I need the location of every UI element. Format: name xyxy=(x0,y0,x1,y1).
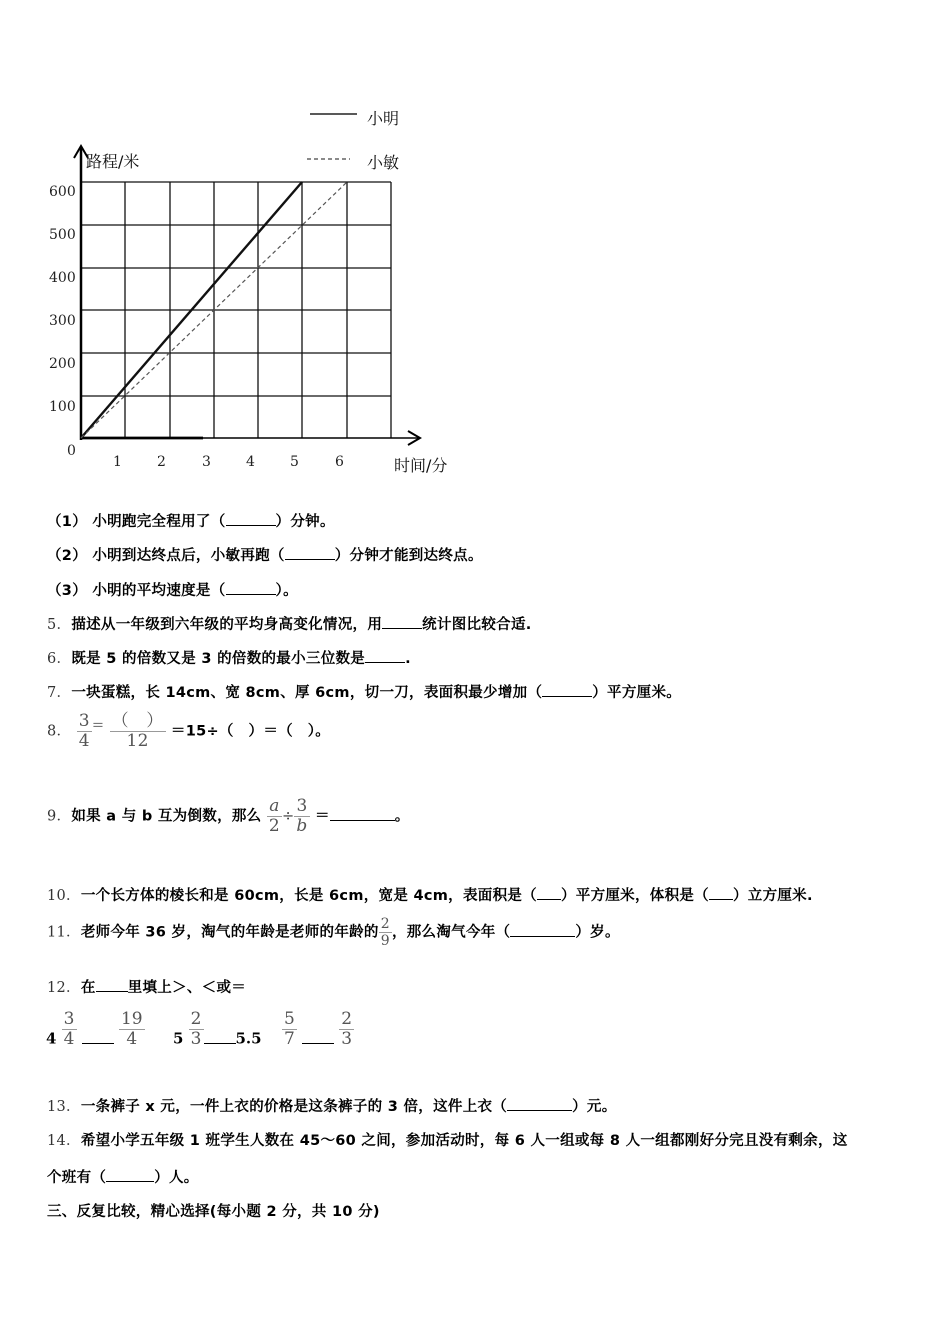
legend-label-xiaoming: 小明 xyxy=(367,109,400,128)
fraction: $\frac{3}{4}$ xyxy=(78,711,90,751)
question-7: 7．一块蛋糕，长 14cm、宽 8cm、厚 6cm，切一刀，表面积最少增加（ ）平方厘米。 xyxy=(47,685,682,701)
comparison-3 xyxy=(282,1010,354,1049)
answer-blank[interactable] xyxy=(507,1098,572,1111)
question-5: 5．描述从一年级到六年级的平均身高变化情况，用 统计图比较合适. xyxy=(47,617,532,633)
section-3-title: 三、反复比较，精心选择(每小题 2 分，共 10 分) xyxy=(47,1204,380,1220)
comparison-1: 4 $\frac{3}{4}$ $\frac{19}{4}$ xyxy=(46,1009,143,1049)
answer-blank[interactable] xyxy=(330,808,395,821)
question-6: 6．既是 5 的倍数又是 3 的倍数的最小三位数是 . xyxy=(47,651,411,667)
answer-blank[interactable] xyxy=(365,650,405,663)
question-13: 13．一条裤子 x 元，一件上衣的价格是这条裤子的 3 倍，这件上衣（ ）元。 xyxy=(47,1099,617,1115)
answer-blank[interactable] xyxy=(537,887,561,900)
fraction: $\frac{3}{4}$ xyxy=(63,1009,75,1049)
fraction: $\frac{2}{3}$ xyxy=(190,1009,202,1049)
question-12: 12．在 里填上＞、＜或＝ xyxy=(47,980,247,996)
legend-label-xiaomin: 小敏 xyxy=(367,153,400,172)
answer-blank[interactable] xyxy=(709,887,733,900)
answer-blank[interactable] xyxy=(510,924,575,937)
fraction: $\frac{a}{2}$ xyxy=(268,796,280,836)
fraction: $\frac{3}{b}$ xyxy=(296,796,308,836)
answer-blank[interactable] xyxy=(226,513,276,526)
y-tick: 100 xyxy=(49,399,76,415)
comparison-blank[interactable] xyxy=(82,1031,114,1044)
origin-label: 0 xyxy=(67,443,76,459)
x-tick: 2 xyxy=(157,454,166,470)
chart-grid xyxy=(0,0,500,500)
y-tick: 200 xyxy=(49,356,76,372)
y-tick: 400 xyxy=(49,270,76,286)
y-tick: 500 xyxy=(49,227,76,243)
question-4-1: （1） 小明跑完全程用了（ ）分钟。 xyxy=(47,514,335,530)
answer-blank xyxy=(96,979,128,992)
question-10: 10．一个长方体的棱长和是 60cm，长是 6cm，宽是 4cm，表面积是（ ）平方厘米，体积是（ ）立方厘米. xyxy=(47,888,813,904)
y-tick: 600 xyxy=(49,184,76,200)
x-tick: 4 xyxy=(246,454,255,470)
answer-blank[interactable] xyxy=(106,1169,154,1182)
y-tick: 300 xyxy=(49,313,76,329)
y-axis-label: 路程/米 xyxy=(86,152,140,171)
question-14: 14．希望小学五年级 1 班学生人数在 45～60 之间，参加活动时，每 6 人一组或每 8 人一组都刚好分完且没有剩余，这 xyxy=(47,1133,848,1149)
question-11: 11．老师今年 36 岁，淘气的年龄是老师的年龄的 $\frac{2}{9}$ ，那么淘气今年（ ）岁。 xyxy=(47,916,620,949)
question-8: 8． $\frac{3}{4}$ = $\frac{( )}{12}$ ＝15÷（ ）＝（ ）。 xyxy=(47,711,331,751)
comparison-blank[interactable] xyxy=(204,1031,236,1044)
question-4-2: （2） 小明到达终点后，小敏再跑（ ）分钟才能到达终点。 xyxy=(47,548,483,564)
distance-time-chart xyxy=(0,0,500,500)
answer-blank[interactable] xyxy=(285,547,335,560)
x-axis-label: 时间/分 xyxy=(394,456,448,475)
answer-blank[interactable] xyxy=(226,582,276,595)
fraction: $\frac{5}{7}$ xyxy=(284,1009,295,1049)
x-tick: 1 xyxy=(113,454,122,470)
fraction: $\frac{19}{4}$ xyxy=(120,1009,143,1049)
question-4-3: （3） 小明的平均速度是（ ）。 xyxy=(47,583,298,599)
question-14-cont: 个班有（ ）人。 xyxy=(47,1170,199,1186)
comparison-blank[interactable] xyxy=(302,1031,334,1044)
question-9: 9．如果 a 与 b 互为倒数，那么 $\frac{a}{2}$ ÷ $\frac{3}{b}$ ＝ 。 xyxy=(47,796,410,836)
answer-blank[interactable] xyxy=(382,616,422,629)
fraction: $\frac{( )}{12}$ xyxy=(111,711,164,751)
answer-blank[interactable] xyxy=(542,684,592,697)
fraction: $\frac{2}{3}$ xyxy=(341,1009,353,1049)
x-tick: 3 xyxy=(202,454,211,470)
fraction: $\frac{2}{9}$ xyxy=(380,916,390,949)
x-tick: 6 xyxy=(335,454,344,470)
comparison-2: 5 $\frac{2}{3}$ 5.5 xyxy=(173,1009,262,1049)
x-tick: 5 xyxy=(290,454,299,470)
